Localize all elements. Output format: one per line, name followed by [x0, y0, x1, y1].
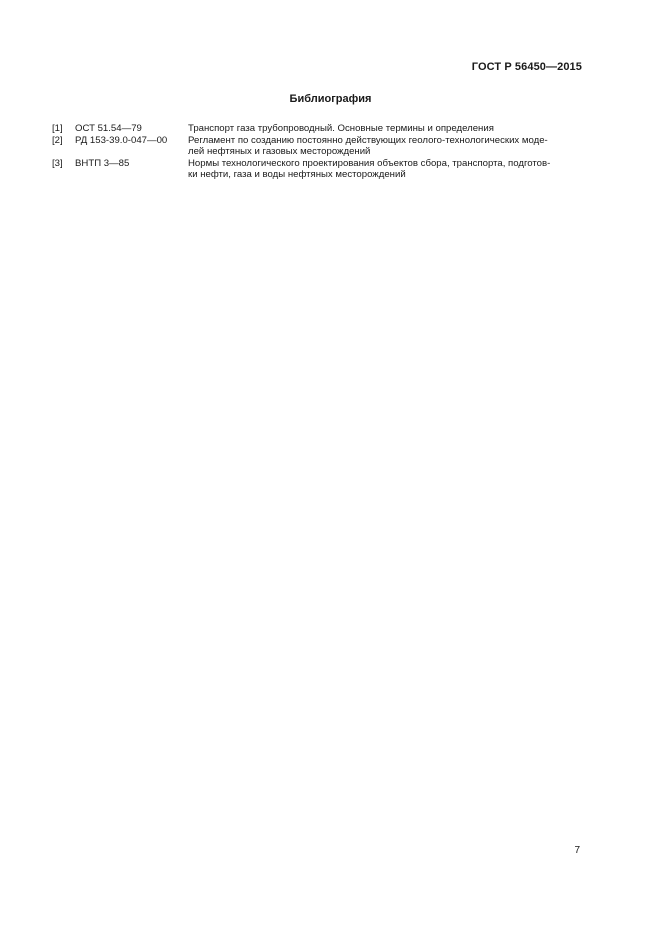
bibliography-entry — [52, 158, 582, 181]
entry-title — [188, 158, 582, 181]
entry-code: ВНТП 3—85 — [75, 157, 130, 169]
entry-code: ОСТ 51.54—79 — [75, 123, 142, 134]
entry-title-line: Регламент по созданию постоянно действующих геолого-технологических моде- — [188, 134, 548, 146]
entry-code: РД 153-39.0-047—00 — [75, 134, 168, 146]
entry-title-line: Нормы технологического проектирования объектов сбора, транспорта, подготов- — [188, 157, 551, 169]
entry-title — [188, 135, 582, 158]
entry-number: [3] — [52, 157, 63, 169]
page-number: 7 — [574, 845, 580, 856]
document-code: ГОСТ Р 56450—2015 — [471, 61, 582, 73]
entry-title-line: Транспорт газа трубопроводный. Основные термины и определения — [188, 123, 494, 134]
entry-title — [188, 123, 582, 135]
entry-number: [2] — [52, 134, 63, 146]
bibliography-list — [52, 123, 582, 181]
bibliography-heading: Библиография — [289, 93, 372, 105]
bibliography-entry — [52, 135, 582, 158]
entry-number: [1] — [52, 123, 63, 134]
entry-title-line: лей нефтяных и газовых месторождений — [188, 146, 371, 157]
bibliography-entry — [52, 123, 582, 135]
entry-title-line: ки нефти, газа и воды нефтяных месторождений — [188, 169, 406, 180]
